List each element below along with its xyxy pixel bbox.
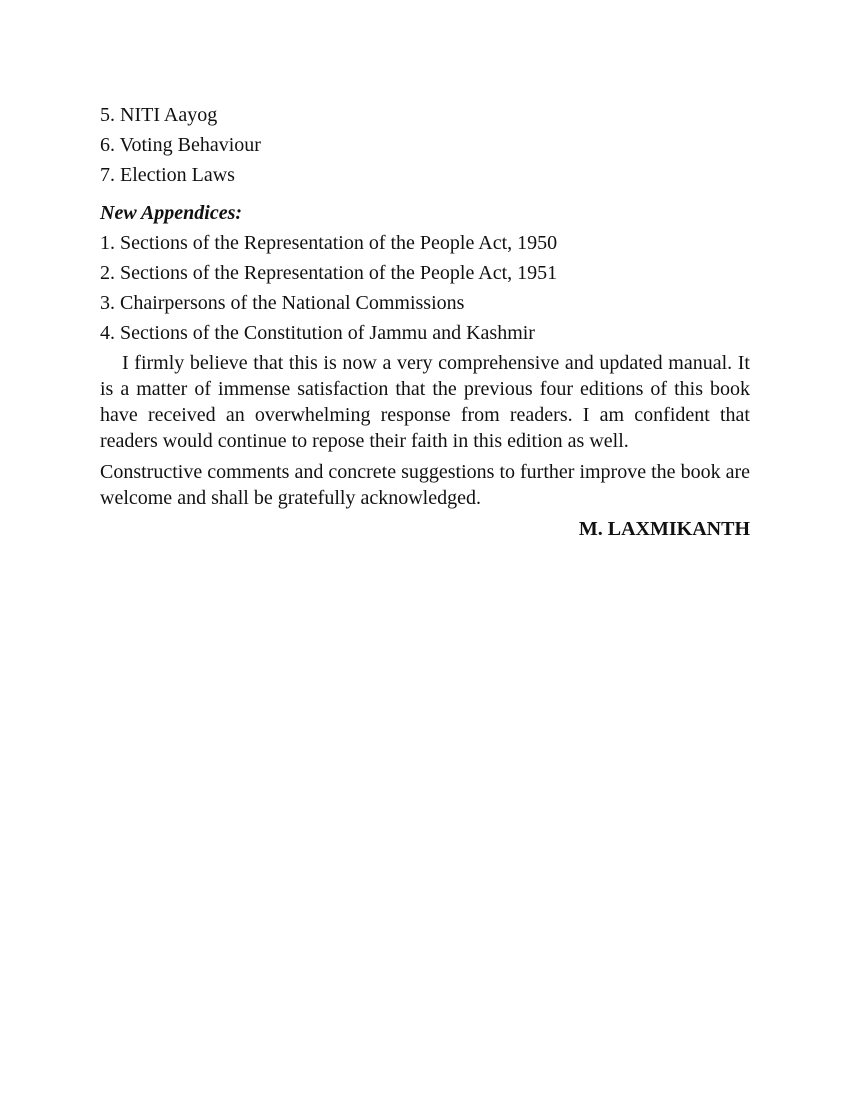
- list-item: 1. Sections of the Representation of the People Act, 1950: [100, 232, 558, 254]
- list-item: 4. Sections of the Constitution of Jammu and Kashmir: [100, 322, 535, 344]
- list-item: 6. Voting Behaviour: [100, 134, 261, 156]
- chapter-list: [100, 100, 750, 190]
- document-page: [100, 100, 750, 543]
- appendices-list: [100, 228, 750, 348]
- list-item: 5. NITI Aayog: [100, 104, 218, 126]
- appendices-heading: New Appendices:: [100, 202, 243, 224]
- body-paragraph: Constructive comments and concrete suggestions to further improve the book are welcome and shall be gratefully acknowledged.: [100, 461, 750, 509]
- body-paragraph: I firmly believe that this is now a very comprehensive and updated manual. It is a matter of immense satisfaction that the previous four editions of this book have received an overwhelming response from readers. I am confident that readers would continue to repose their faith in this edition as well.: [100, 352, 750, 452]
- list-item: 7. Election Laws: [100, 164, 235, 186]
- author-signature: M. LAXMIKANTH: [578, 518, 750, 540]
- list-item: 2. Sections of the Representation of the People Act, 1951: [100, 262, 558, 284]
- list-item: 3. Chairpersons of the National Commissions: [100, 292, 465, 314]
